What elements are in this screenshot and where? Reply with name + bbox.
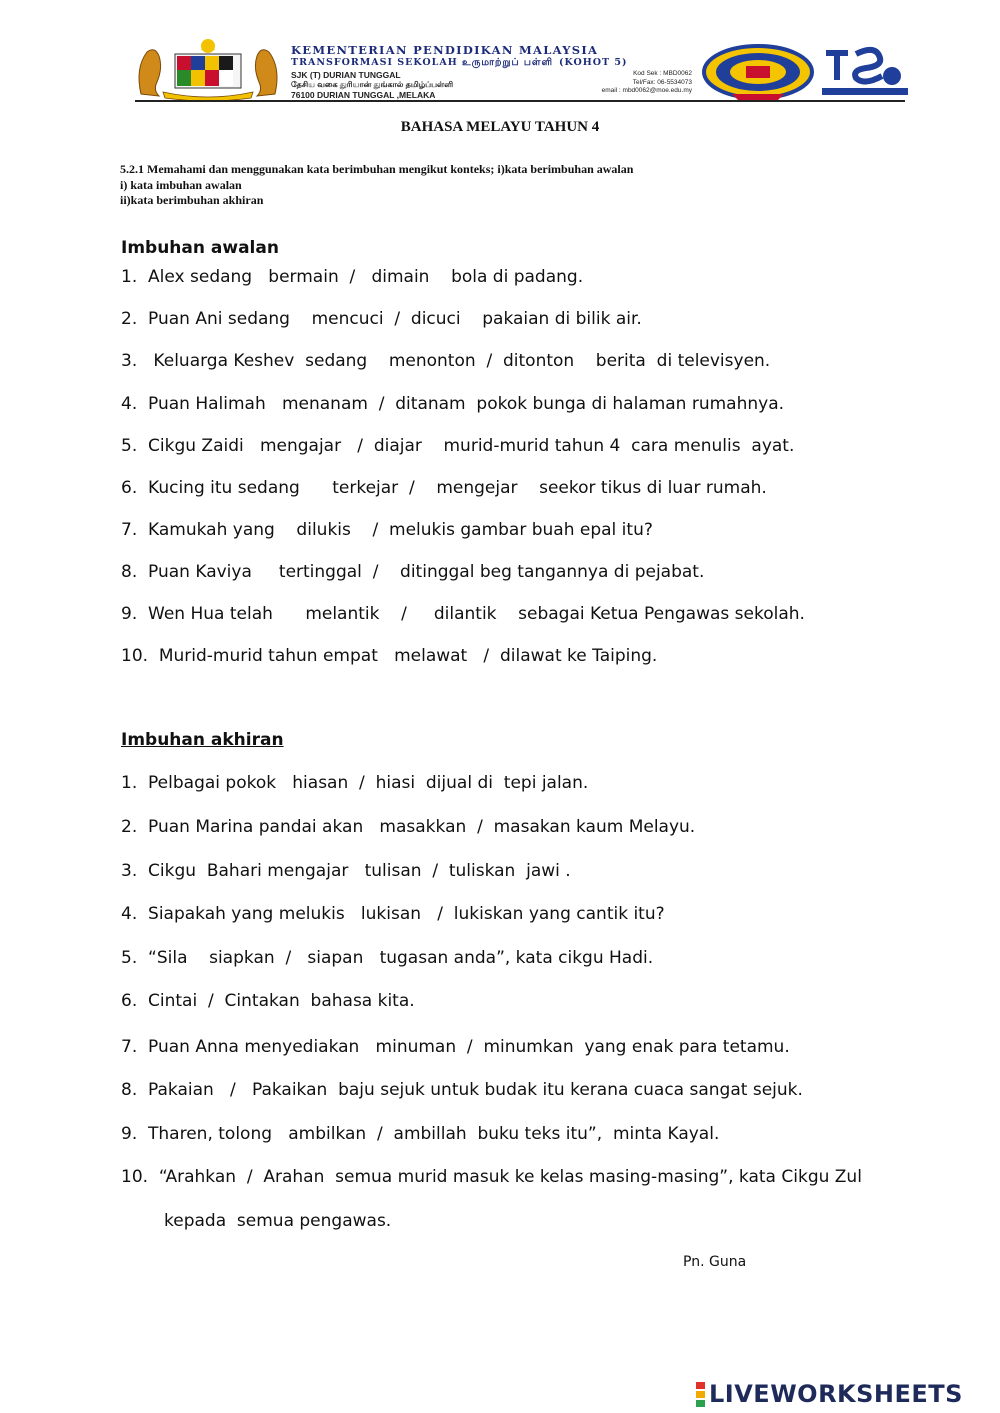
school-name-tamil: தேசிய வகை துரியான் துங்கால் தமிழ்ப்பள்ளி [291, 80, 454, 89]
school-name: SJK (T) DURIAN TUNGGAL [291, 70, 401, 80]
question-akhiran-10: 10. “Arahkan / Arahan semua murid masuk ke kelas masing-masing”, kata Cikgu Zul [121, 1167, 862, 1187]
ministry-name: KEMENTERIAN PENDIDIKAN MALAYSIA [291, 43, 599, 57]
question-awalan-7: 7. Kamukah yang dilukis / melukis gambar buah epal itu? [121, 520, 653, 540]
teacher-signature: Pn. Guna [683, 1254, 747, 1270]
question-awalan-3: 3. Keluarga Keshev sedang menonton / ditonton berita di televisyen. [121, 351, 771, 371]
question-awalan-1: 1. Alex sedang bermain / dimain bola di padang. [121, 267, 584, 287]
question-akhiran-5: 5. “Sila siapkan / siapan tugasan anda”, kata cikgu Hadi. [121, 948, 654, 968]
school-phone: Tel/Fax: 06-5534073 [632, 78, 692, 86]
learning-objectives [120, 162, 633, 209]
program-cohort: (KOHOT 5) [558, 57, 628, 68]
ts25-logo-icon [820, 46, 910, 98]
question-awalan-6: 6. Kucing itu sedang terkejar / mengejar seekor tikus di luar rumah. [121, 478, 767, 498]
objective-line: ii)kata berimbuhan akhiran [120, 193, 264, 207]
question-awalan-10: 10. Murid-murid tahun empat melawat / dilawat ke Taiping. [121, 646, 658, 666]
question-akhiran-6: 6. Cintai / Cintakan bahasa kita. [121, 991, 415, 1011]
question-akhiran-1: 1. Pelbagai pokok hiasan / hiasi dijual di tepi jalan. [121, 773, 589, 793]
coat-of-arms-icon [133, 38, 283, 100]
question-akhiran-7: 7. Puan Anna menyediakan minuman / minumkan yang enak para tetamu. [121, 1037, 790, 1057]
objective-line: 5.2.1 Memahami dan menggunakan kata berimbuhan mengikut konteks; i)kata berimbuhan awalan [120, 162, 634, 176]
school-code: Kod Sek : MBD0062 [633, 70, 692, 77]
section-title-akhiran: Imbuhan akhiran [121, 730, 284, 750]
question-awalan-9: 9. Wen Hua telah melantik / dilantik sebagai Ketua Pengawas sekolah. [121, 604, 805, 624]
school-badge-icon [702, 44, 814, 100]
school-program [291, 57, 627, 69]
question-akhiran-10-continuation: kepada semua pengawas. [164, 1211, 392, 1231]
objective-line: i) kata imbuhan awalan [120, 177, 242, 192]
question-awalan-5: 5. Cikgu Zaidi mengajar / diajar murid-murid tahun 4 cara menulis ayat. [121, 436, 795, 456]
school-address: 76100 DURIAN TUNGGAL ,MELAKA [291, 90, 436, 100]
section-title-awalan: Imbuhan awalan [121, 238, 279, 258]
question-awalan-4: 4. Puan Halimah menanam / ditanam pokok bunga di halaman rumahnya. [121, 394, 785, 414]
question-akhiran-4: 4. Siapakah yang melukis lukisan / lukiskan yang cantik itu? [121, 904, 665, 924]
question-awalan-2: 2. Puan Ani sedang mencuci / dicuci pakaian di bilik air. [121, 309, 642, 329]
question-awalan-8: 8. Puan Kaviya tertinggal / ditinggal beg tangannya di pejabat. [121, 562, 705, 582]
liveworksheets-footer[interactable] [696, 1380, 963, 1408]
program-name: TRANSFORMASI SEKOLAH உருமாற்றுப் பள்ளி [291, 57, 553, 68]
question-akhiran-9: 9. Tharen, tolong ambilkan / ambillah buku teks itu”, minta Kayal. [121, 1124, 720, 1144]
liveworksheets-brand: LIVEWORKSHEETS [709, 1380, 963, 1408]
question-akhiran-3: 3. Cikgu Bahari mengajar tulisan / tuliskan jawi . [121, 861, 571, 881]
question-akhiran-8: 8. Pakaian / Pakaikan baju sejuk untuk budak itu kerana cuaca sangat sejuk. [121, 1080, 803, 1100]
liveworksheets-logo-icon [696, 1382, 705, 1407]
school-email: email : mbd0062@moe.edu.my [601, 87, 692, 94]
school-info [291, 70, 453, 100]
question-akhiran-2: 2. Puan Marina pandai akan masakkan / masakan kaum Melayu. [121, 817, 696, 837]
school-contact [560, 70, 692, 96]
page-title: BAHASA MELAYU TAHUN 4 [400, 119, 600, 135]
header-divider [135, 100, 905, 102]
